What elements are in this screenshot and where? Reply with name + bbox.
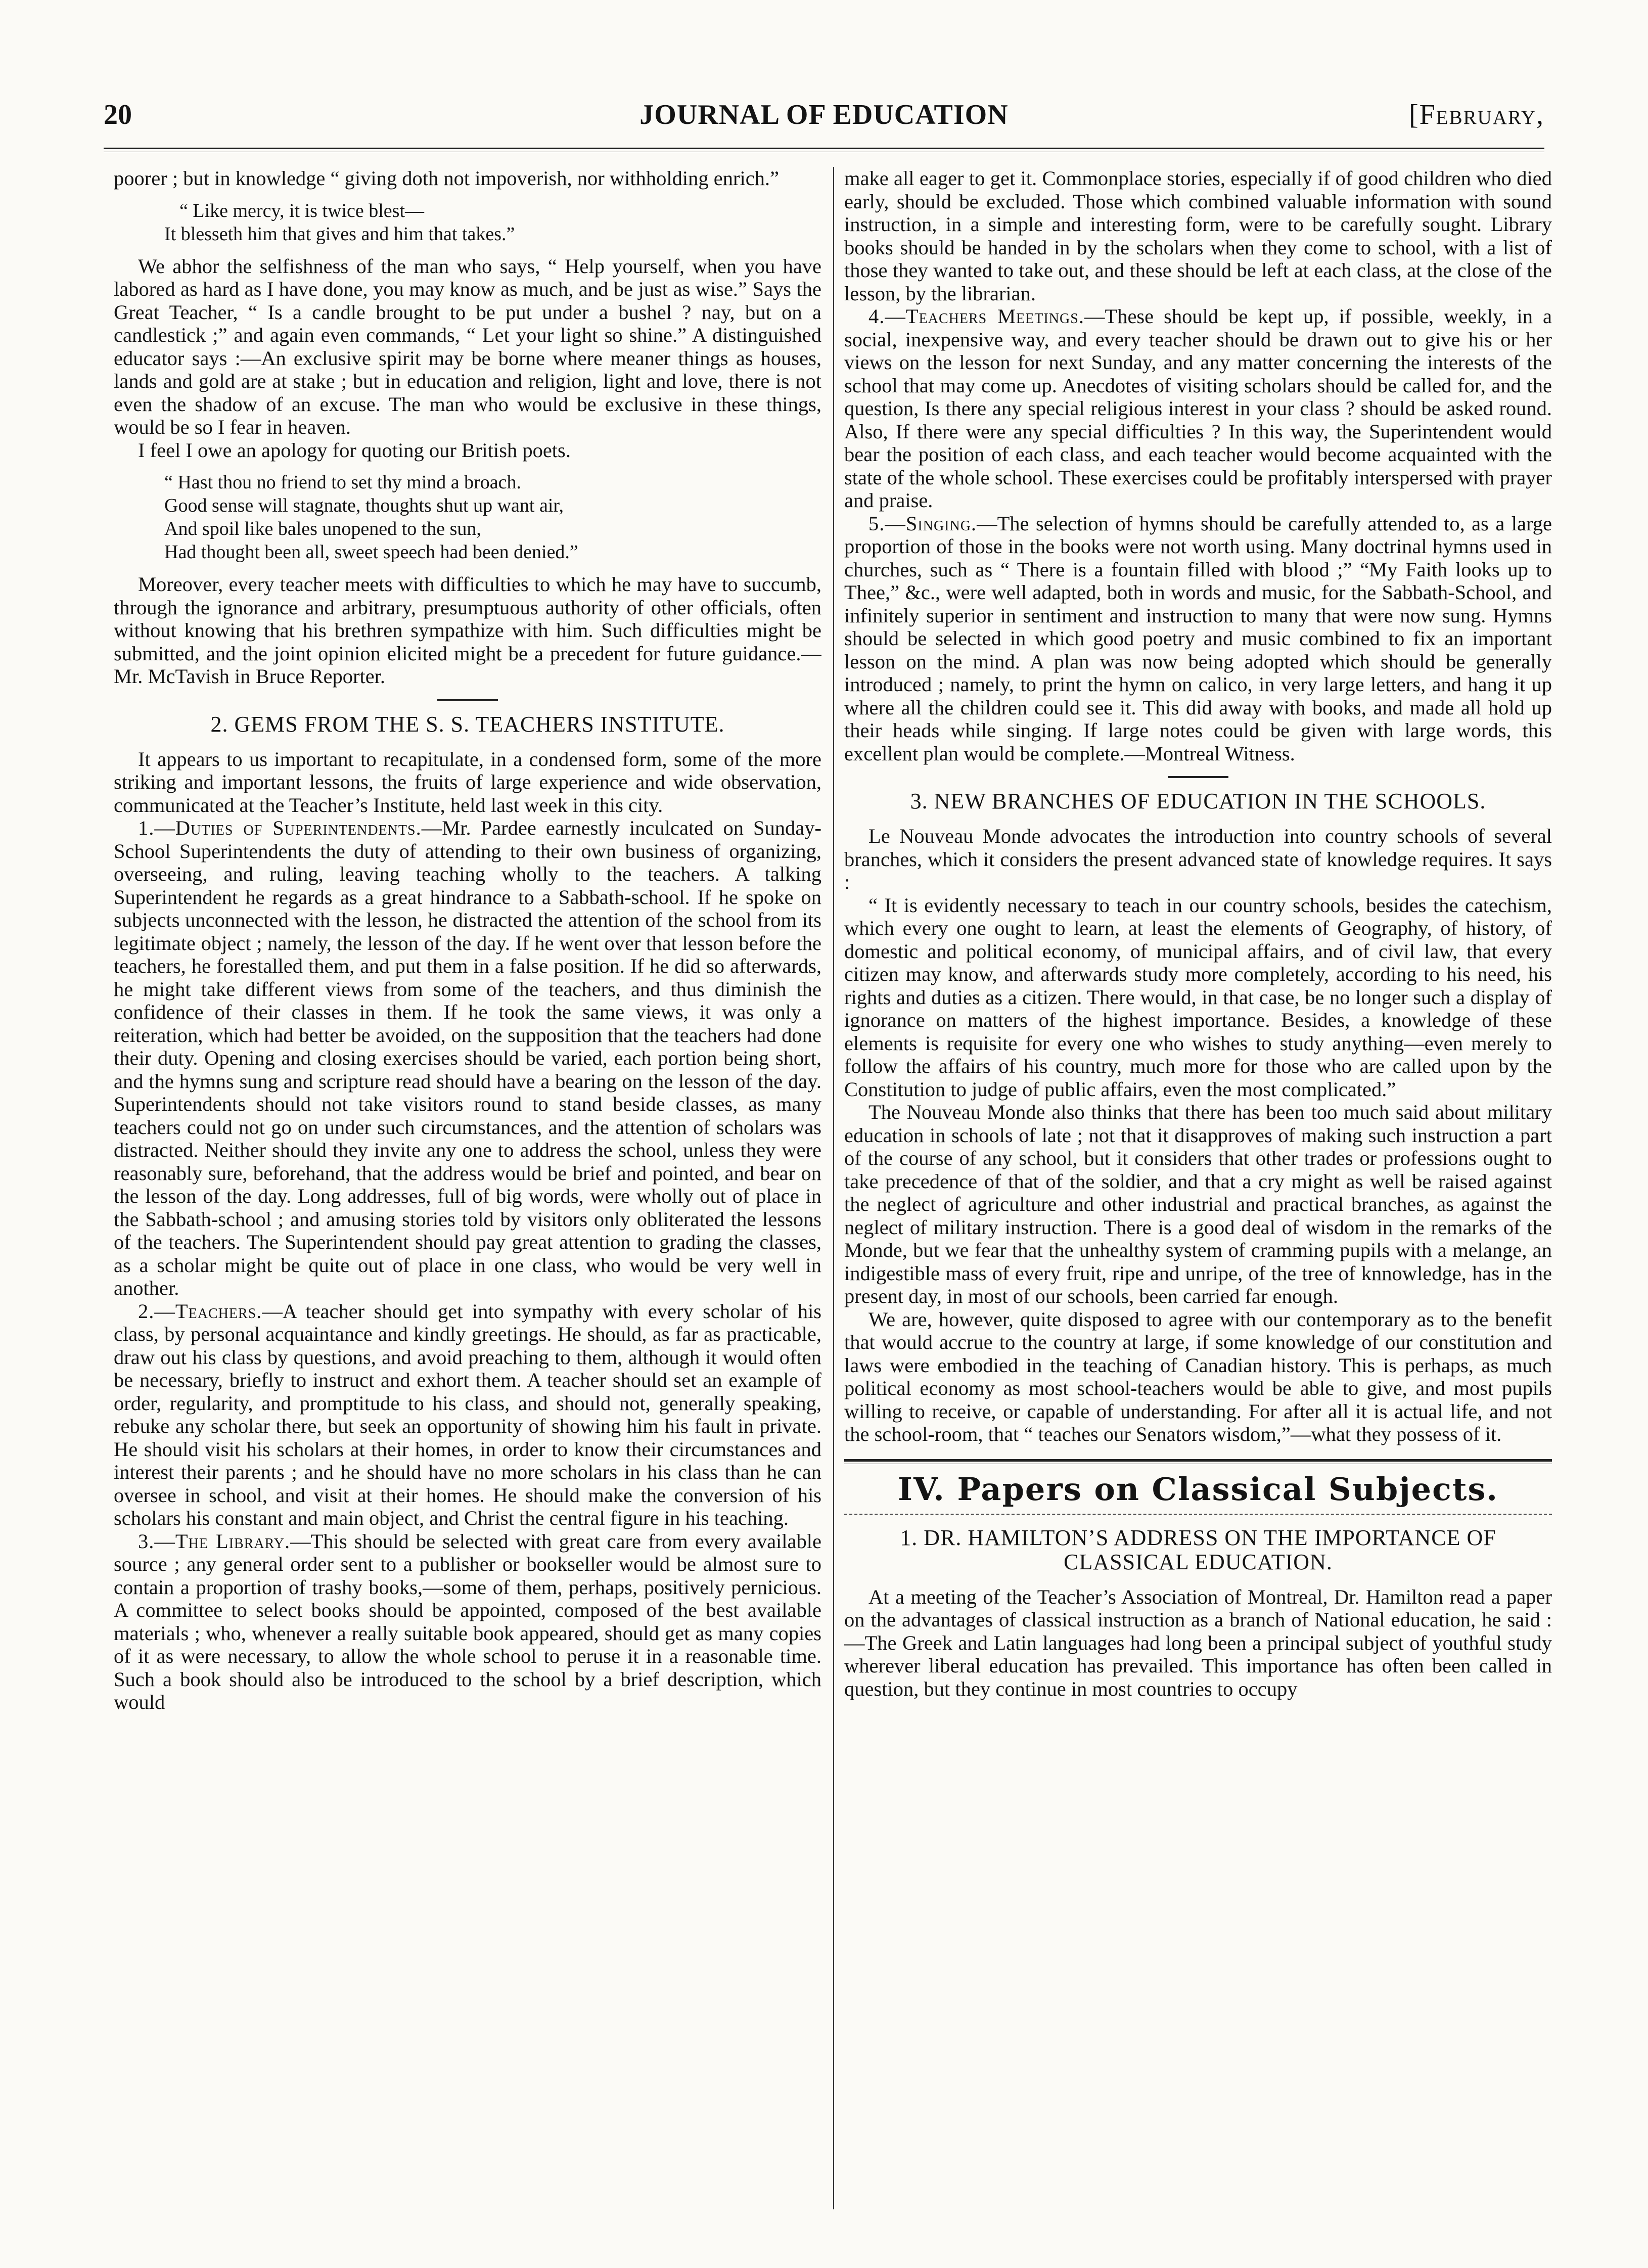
- paragraph-body: —These should be kept up, if possible, weekly, in a social, inexpensive way, and every teacher should be drawn out to give his or her views on the lesson for next Sunday, and any matter concerning the interests of the school that may come up. Anecdotes of visiting scholars should be called for, and the question, Is there any special religious interest in your class ? should be asked round. Also, If there were any special difficulties ? In this way, the Superintendent would bear the position of each class, and each teacher would become acquainted with the state of the whole school. These exercises could be profitably interspersed with prayer and praise.: [844, 305, 1552, 512]
- verse-line: Had thought been all, sweet speech had been denied.”: [164, 541, 578, 563]
- paragraph: “ It is evidently necessary to teach in our country schools, besides the catechism, which every one ought to learn, at least the elements of Geography, of history, of domestic and political economy, of municipal affairs, and of civil law, that every citizen may know, and afterwards study more completely, according to his need, his rights and duties as a citizen. There would, in that case, be no longer such a display of ignorance on matters of the highest importance. Besides, a knowledge of these elements is requisite for every one who wishes to study anything—even merely to follow the affairs of his country, much more for those who are called upon by the Constitution to judge of public affairs, even the most complicated.”: [844, 893, 1552, 1101]
- part-rule: [844, 1514, 1552, 1515]
- paragraph-body: —This should be selected with great care from every available source ; any general order sent to a publisher or bookseller would be almost sure to contain a proportion of trashy books,—some of them, perhaps, positively pernicious. A committee to select books should be appointed, composed of the best available materials ; who, whenever a really suitable book appeared, should get as many copies of it as were necessary, to allow the whole school to peruse it in a reasonable time. Such a book should also be introduced to the school by a brief description, which would: [114, 1529, 821, 1713]
- verse-line: Good sense will stagnate, thoughts shut up want air,: [164, 495, 564, 516]
- paragraph: [844, 305, 1552, 512]
- paragraph: It appears to us important to recapitulate, in a condensed form, some of the more striking and important lessons, the fruits of large experience and wide observation, communicated at the Teacher’s Institute, held last week in this city.: [114, 747, 821, 817]
- paragraph: We abhor the selfishness of the man who says, “ Help yourself, when you have labored as hard as I have done, you may know as much, and be just as wise.” Says the Great Teacher, “ Is a candle brought to be put under a bushel ? nay, but on a candlestick ;” and again even commands, “ Let your light so shine.” A distinguished educator says :—An exclusive spirit may be borne where meaner things as houses, lands and gold are at stake ; but in education and religion, light and love, there is not even the shadow of an excuse. The man who would be exclusive in these things, would be so I fear in heaven.: [114, 254, 821, 438]
- header-rule: [104, 148, 1544, 149]
- paragraph-lead: 5.—Singing.: [868, 512, 977, 535]
- paragraph: [114, 1300, 821, 1530]
- left-column: [114, 167, 821, 2214]
- paragraph: We are, however, quite disposed to agree with our contemporary as to the benefit that would accrue to the country at large, if some knowledge of our constitution and laws were embodied in the teaching of Canadian history. This is perhaps, as much political economy as most school-teachers would be able to give, and most pupils willing to receive, or capable of understanding. For after all it is actual life, and not the school-room, that “ teaches our Senators wisdom,”—what they possess of it.: [844, 1307, 1552, 1445]
- paragraph-body: —A teacher should get into sympathy with every scholar of his class, by personal acquaintance and kindly greetings. He should, as far as practicable, draw out his class by questions, and avoid preaching to them, although it would often be necessary, briefly to instruct and exhort them. A teacher should set an example of order, regularity, and promptitude to his class, and should not, generally speaking, rebuke any scholar there, but seek an opportunity of showing him his fault in private. He should visit his scholars at their homes, in order to know their circumstances and interest their parents ; and he should have no more scholars in his class than he can oversee in school, and visit at their homes. He should make the conversion of his scholars his constant and main object, and Christ the central figure in his teaching.: [114, 1299, 821, 1529]
- paragraph: [114, 817, 821, 1300]
- part-rule: [844, 1459, 1552, 1462]
- journal-title: JOURNAL OF EDUCATION: [639, 99, 1009, 130]
- verse-line: And spoil like bales unopened to the sun,: [164, 518, 481, 539]
- paragraph-body: —The selection of hymns should be carefully attended to, as a large proportion of those in the books were not worth using. Many doctrinal hymns used in churches, such as “ There is a fountain filled with blood ;” “My Faith looks up to Thee,” &c., were well adapted, both in words and music, for the Sabbath-School, and infinitely superior in sentiment and instruction to many that were now sung. Hymns should be selected in which good poetry and music combined to fix an important lesson on the mind. A plan was now being adopted which should be generally introduced ; namely, to print the hymn on calico, in very large letters, and hang it up where all the children could see it. This did away with books, and made all hold up their heads while singing. If large notes could be given with large words, this excellent plan would be complete.—Montreal Witness.: [844, 512, 1552, 765]
- section-divider: [1168, 776, 1228, 778]
- paragraph: Moreover, every teacher meets with difficulties to which he may have to succumb, through the ignorance and arbitrary, presumptuous authority of other officials, often without knowing that his brethren sympathize with him. Such difficulties might be submitted, and the joint opinion elicited might be a precedent for future guidance.—Mr. McTavish in Bruce Reporter.: [114, 573, 821, 688]
- part-title: IV. Papers on Classical Subjects.: [898, 1470, 1498, 1508]
- paragraph: poorer ; but in knowledge “ giving doth not impoverish, nor withholding enrich.”: [114, 167, 780, 190]
- page-number: 20: [104, 99, 132, 130]
- paragraph-lead: 1.—Duties of Superintendents.: [138, 817, 422, 839]
- paragraph: make all eager to get it. Commonplace stories, especially if of good children who died early, should be excluded. Those which combined valuable information with sound instruction, in a simple and interesting form, were to be carefully sought. Library books should be handed in by the scholars when they come to school, with a list of those they wanted to take out, and these should be left at each class, at the close of the lesson, by the librarian.: [844, 167, 1552, 305]
- paragraph-lead: 3.—The Library.: [138, 1529, 291, 1553]
- verse-quote: [164, 471, 821, 564]
- right-column: [844, 167, 1552, 2214]
- paragraph-lead: 2.—Teachers.: [138, 1299, 262, 1323]
- paragraph: I feel I owe an apology for quoting our British poets.: [138, 438, 571, 462]
- verse-quote: [164, 199, 821, 246]
- section-heading: 2. GEMS FROM THE S. S. TEACHERS INSTITUTE.: [210, 711, 725, 737]
- part-banner: [844, 1459, 1552, 1515]
- paragraph-body: —Mr. Pardee earnestly inculcated on Sunday-School Superintendents the duty of attending to their own business of organizing, overseeing, and ruling, leaving teaching wholly to the teachers. A talking Superintendent he regards as a great hindrance to a Sabbath-school. If he spoke on subjects unconnected with the lesson, he distracted the attention of the school from its legitimate object ; namely, the lesson of the day. If he went over that lesson before the teachers, he forestalled them, and put them in a false position. If he did so afterwards, he might take different views from some of the teachers, and thus diminish the confidence of their classes in them. If he took the same views, it was only a reiteration, which had better be avoided, on the supposition that the teachers had done their duty. Opening and closing exercises should be varied, each portion being short, and the hymns sung and scripture read should have a bearing on the lesson of the day. Superintendents should not take visitors round to stand beside classes, as many teachers could not go on under such circumstances, and the attention of scholars was distracted. Neither should they invite any one to address the school, unless they were reasonably sure, beforehand, that the address would be brief and pointed, and bear on the lesson of the day. Long addresses, full of big words, were wholly out of place in the Sabbath-school ; and amusing stories told by visitors only obliterated the lessons of the teachers. The Superintendent should pay great attention to grading the classes, as a scholar might be quite out of place in one class, who would be very well in another.: [114, 817, 821, 1299]
- paragraph: [114, 1530, 821, 1714]
- section-heading: 3. NEW BRANCHES OF EDUCATION IN THE SCHOOLS.: [910, 789, 1486, 813]
- column-divider: [833, 167, 834, 2209]
- verse-line: “ Hast thou no friend to set thy mind a broach.: [164, 472, 522, 493]
- issue-month: [February,: [1409, 99, 1544, 130]
- verse-line: “ Like mercy, it is twice blest—: [179, 200, 424, 221]
- paragraph: [844, 512, 1552, 765]
- section-heading: 1. DR. HAMILTON’S ADDRESS ON THE IMPORTANCE OF CLASSICAL EDUCATION.: [900, 1525, 1496, 1574]
- paragraph-lead: 4.—Teachers Meetings.: [868, 305, 1084, 328]
- paragraph: The Nouveau Monde also thinks that there has been too much said about military education in schools of late ; not that it disapproves of making such instruction a part of the course of any school, but it considers that other trades or professions ought to take precedence of that of the soldier, and that a cry might as well be raised against the neglect of agriculture and other industrial and practical branches, as against the neglect of military instruction. There is a good deal of wisdom in the remarks of the Monde, but we fear that the unhealthy system of cramming pupils with a melange, an indigestible mass of every fruit, ripe and unripe, of the tree of knnowledge, has in the present day, in most of our schools, been carried far enough.: [844, 1101, 1552, 1307]
- paragraph: At a meeting of the Teacher’s Association of Montreal, Dr. Hamilton read a paper on the advantages of classical instruction as a branch of National education, he said :—The Greek and Latin languages had long been a principal subject of youthful study wherever liberal education has prevailed. This importance has often been called in question, but they continue in most countries to occupy: [844, 1585, 1552, 1700]
- verse-line: It blesseth him that gives and him that takes.”: [164, 223, 515, 245]
- running-header: [104, 99, 1544, 144]
- section-divider: [437, 699, 498, 701]
- paragraph: Le Nouveau Monde advocates the introduction into country schools of several branches, which it considers the present advanced state of knowledge requires. It says :: [844, 825, 1552, 893]
